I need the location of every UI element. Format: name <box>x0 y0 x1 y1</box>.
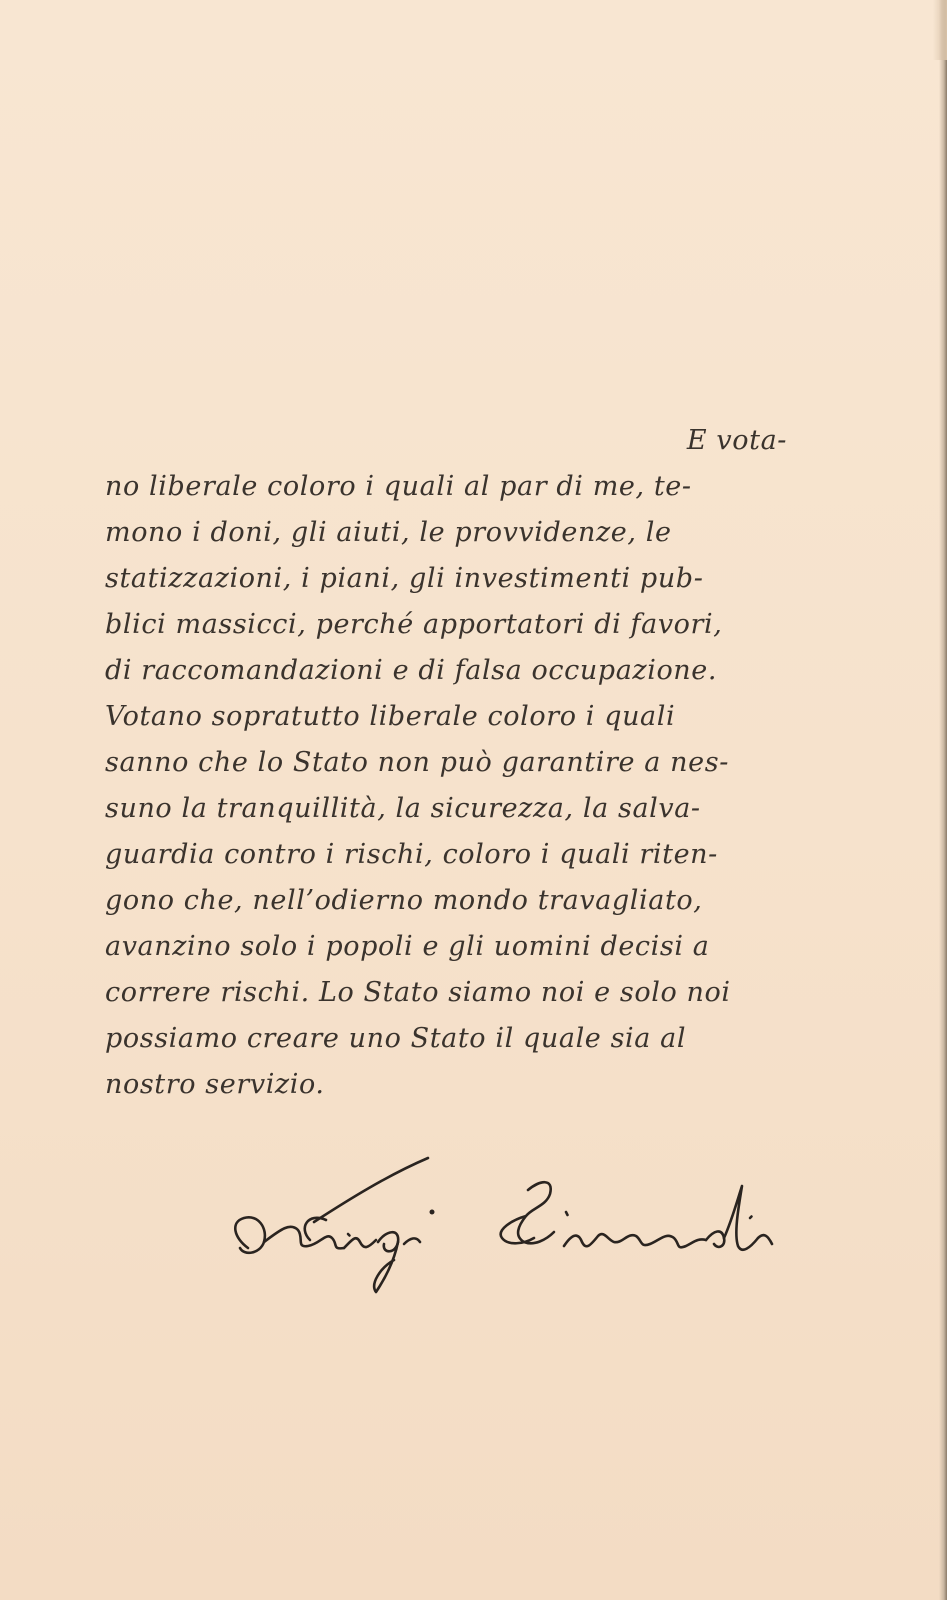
handwritten-signature <box>228 1150 788 1310</box>
text-line <box>105 924 787 970</box>
text-line <box>105 556 787 602</box>
line-text: di raccomandazioni e di falsa occupazione. <box>105 655 718 686</box>
page-edge-shadow <box>933 0 947 60</box>
line-text: avanzino solo i popoli e gli uomini decisi a <box>105 931 710 962</box>
line-text: blici massicci, perché apportatori di favori, <box>105 609 723 640</box>
text-line <box>105 694 787 740</box>
line-text: mono i doni, gli aiuti, le provvidenze, le <box>105 517 672 548</box>
line-text: Votano sopratutto liberale coloro i quali <box>105 701 676 732</box>
line-text: guardia contro i rischi, coloro i quali riten- <box>105 839 718 870</box>
line-text: suno la tranquillità, la sicurezza, la salva- <box>105 793 701 824</box>
text-line <box>105 970 787 1016</box>
text-line <box>105 832 787 878</box>
text-line <box>105 418 787 464</box>
text-line <box>105 786 787 832</box>
line-text: statizzazioni, i piani, gli investimenti pub- <box>105 563 704 594</box>
text-line <box>105 1062 787 1108</box>
line-text: sanno che lo Stato non può garantire a nes- <box>105 747 729 778</box>
line-text: E vota- <box>686 425 787 456</box>
text-line <box>105 648 787 694</box>
line-text: gono che, nell’odierno mondo travagliato, <box>105 885 703 916</box>
line-text: nostro servizio. <box>105 1069 325 1100</box>
line-text: no liberale coloro i quali al par di me, te- <box>105 471 692 502</box>
text-line <box>105 878 787 924</box>
text-line <box>105 510 787 556</box>
line-text: correre rischi. Lo Stato siamo noi e solo noi <box>105 977 731 1008</box>
text-line <box>105 602 787 648</box>
quote-text <box>105 418 787 1108</box>
page-edge <box>939 0 947 1600</box>
text-line <box>105 740 787 786</box>
text-line <box>105 1016 787 1062</box>
text-line <box>105 464 787 510</box>
line-text: possiamo creare uno Stato il quale sia al <box>105 1023 687 1054</box>
